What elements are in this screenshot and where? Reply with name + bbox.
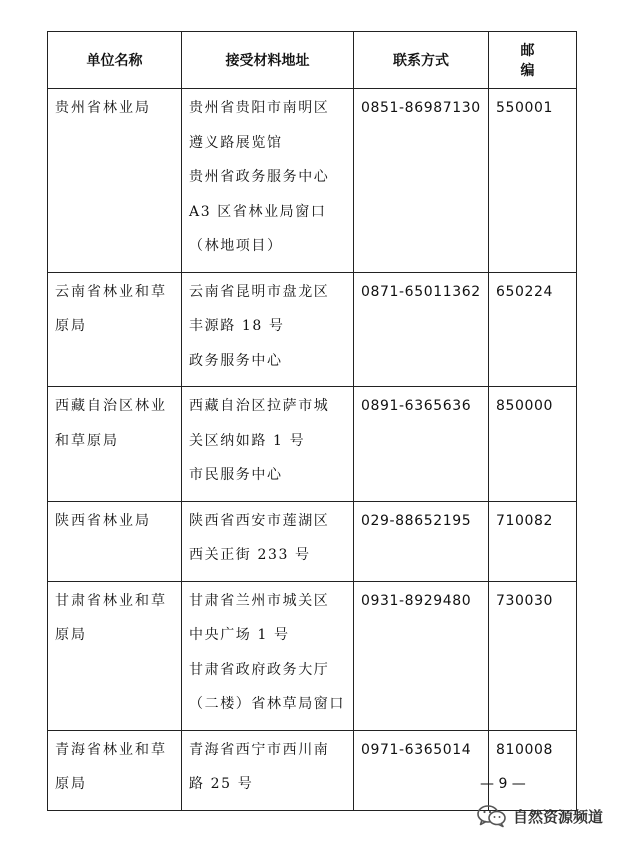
office-contact-table	[47, 31, 577, 811]
zip-cell	[489, 272, 577, 387]
unit-cell	[48, 581, 182, 730]
address-cell	[182, 730, 354, 810]
address-line: 关区纳如路 1 号	[189, 432, 306, 449]
unit-name: 青海省林业和草原局	[55, 741, 167, 792]
zip-code: 650224	[496, 283, 554, 300]
wechat-icon	[477, 804, 507, 828]
phone-number: 0891-6365636	[361, 398, 472, 414]
unit-name: 甘肃省林业和草原局	[55, 592, 167, 643]
document-table-container	[47, 31, 576, 811]
address-cell	[182, 501, 354, 581]
phone-number: 0871-65011362	[361, 283, 481, 300]
zip-code: 850000	[496, 398, 554, 414]
watermark-label: 自然资源频道	[512, 807, 603, 826]
unit-name: 陕西省林业局	[55, 512, 151, 529]
address-line: 中央广场 1 号	[189, 627, 290, 643]
watermark	[477, 804, 603, 828]
zip-code: 810008	[496, 741, 554, 758]
address-line: 丰源路 18 号	[189, 318, 285, 334]
table-row	[48, 387, 577, 502]
zip-code: 730030	[496, 592, 554, 609]
zip-cell	[489, 89, 577, 273]
unit-cell	[48, 387, 182, 502]
zip-cell	[489, 387, 577, 502]
phone-number: 0971-6365014	[361, 741, 472, 758]
phone-number: 0851-86987130	[361, 100, 481, 116]
address-line: 市民服务中心	[189, 467, 283, 483]
address-line: 甘肃省兰州市城关区	[189, 592, 330, 609]
address-line: 西藏自治区拉萨市城	[189, 398, 330, 414]
address-cell	[182, 89, 354, 273]
phone-cell	[354, 730, 489, 810]
unit-name: 云南省林业和草原局	[55, 283, 167, 334]
table-header-row	[48, 32, 577, 89]
address-cell	[182, 387, 354, 502]
unit-cell	[48, 501, 182, 581]
address-line: 青海省西宁市西川南	[189, 741, 330, 758]
phone-cell	[354, 501, 489, 581]
zip-cell	[489, 501, 577, 581]
address-line: 西关正街 233 号	[189, 547, 311, 563]
unit-cell	[48, 730, 182, 810]
address-line: 甘肃省政府政务大厅	[189, 661, 330, 678]
address-line: 云南省昆明市盘龙区	[189, 283, 330, 300]
table-row	[48, 272, 577, 387]
address-line: 路 25 号	[189, 776, 254, 792]
phone-number: 0931-8929480	[361, 592, 472, 609]
address-line: 陕西省西安市莲湖区	[189, 512, 330, 529]
table-row	[48, 89, 577, 273]
phone-cell	[354, 581, 489, 730]
zip-code: 550001	[496, 100, 554, 116]
address-line: 遵义路展览馆	[189, 134, 283, 151]
address-cell	[182, 581, 354, 730]
zip-cell	[489, 581, 577, 730]
address-line: （林地项目）	[189, 238, 283, 254]
phone-cell	[354, 387, 489, 502]
unit-cell	[48, 89, 182, 273]
phone-cell	[354, 272, 489, 387]
address-line: 贵州省政务服务中心	[189, 169, 330, 185]
address-cell	[182, 272, 354, 387]
page-number: — 9 —	[480, 776, 526, 792]
phone-number: 029-88652195	[361, 512, 472, 529]
unit-cell	[48, 272, 182, 387]
table-row	[48, 730, 577, 810]
header-contact: 联系方式	[354, 32, 489, 89]
unit-name: 西藏自治区林业和草原局	[55, 398, 167, 449]
table-body	[48, 89, 577, 811]
zip-code: 710082	[496, 512, 554, 529]
address-line: A3 区省林业局窗口	[189, 203, 327, 220]
header-zip: 邮 编	[489, 32, 577, 89]
address-line: 政务服务中心	[189, 352, 283, 369]
table-row	[48, 501, 577, 581]
address-line: （二楼）省林草局窗口	[189, 696, 345, 712]
table-row	[48, 581, 577, 730]
address-line: 贵州省贵阳市南明区	[189, 100, 330, 116]
phone-cell	[354, 89, 489, 273]
zip-cell	[489, 730, 577, 810]
header-unit-name: 单位名称	[48, 32, 182, 89]
unit-name: 贵州省林业局	[55, 100, 151, 116]
header-address: 接受材料地址	[182, 32, 354, 89]
